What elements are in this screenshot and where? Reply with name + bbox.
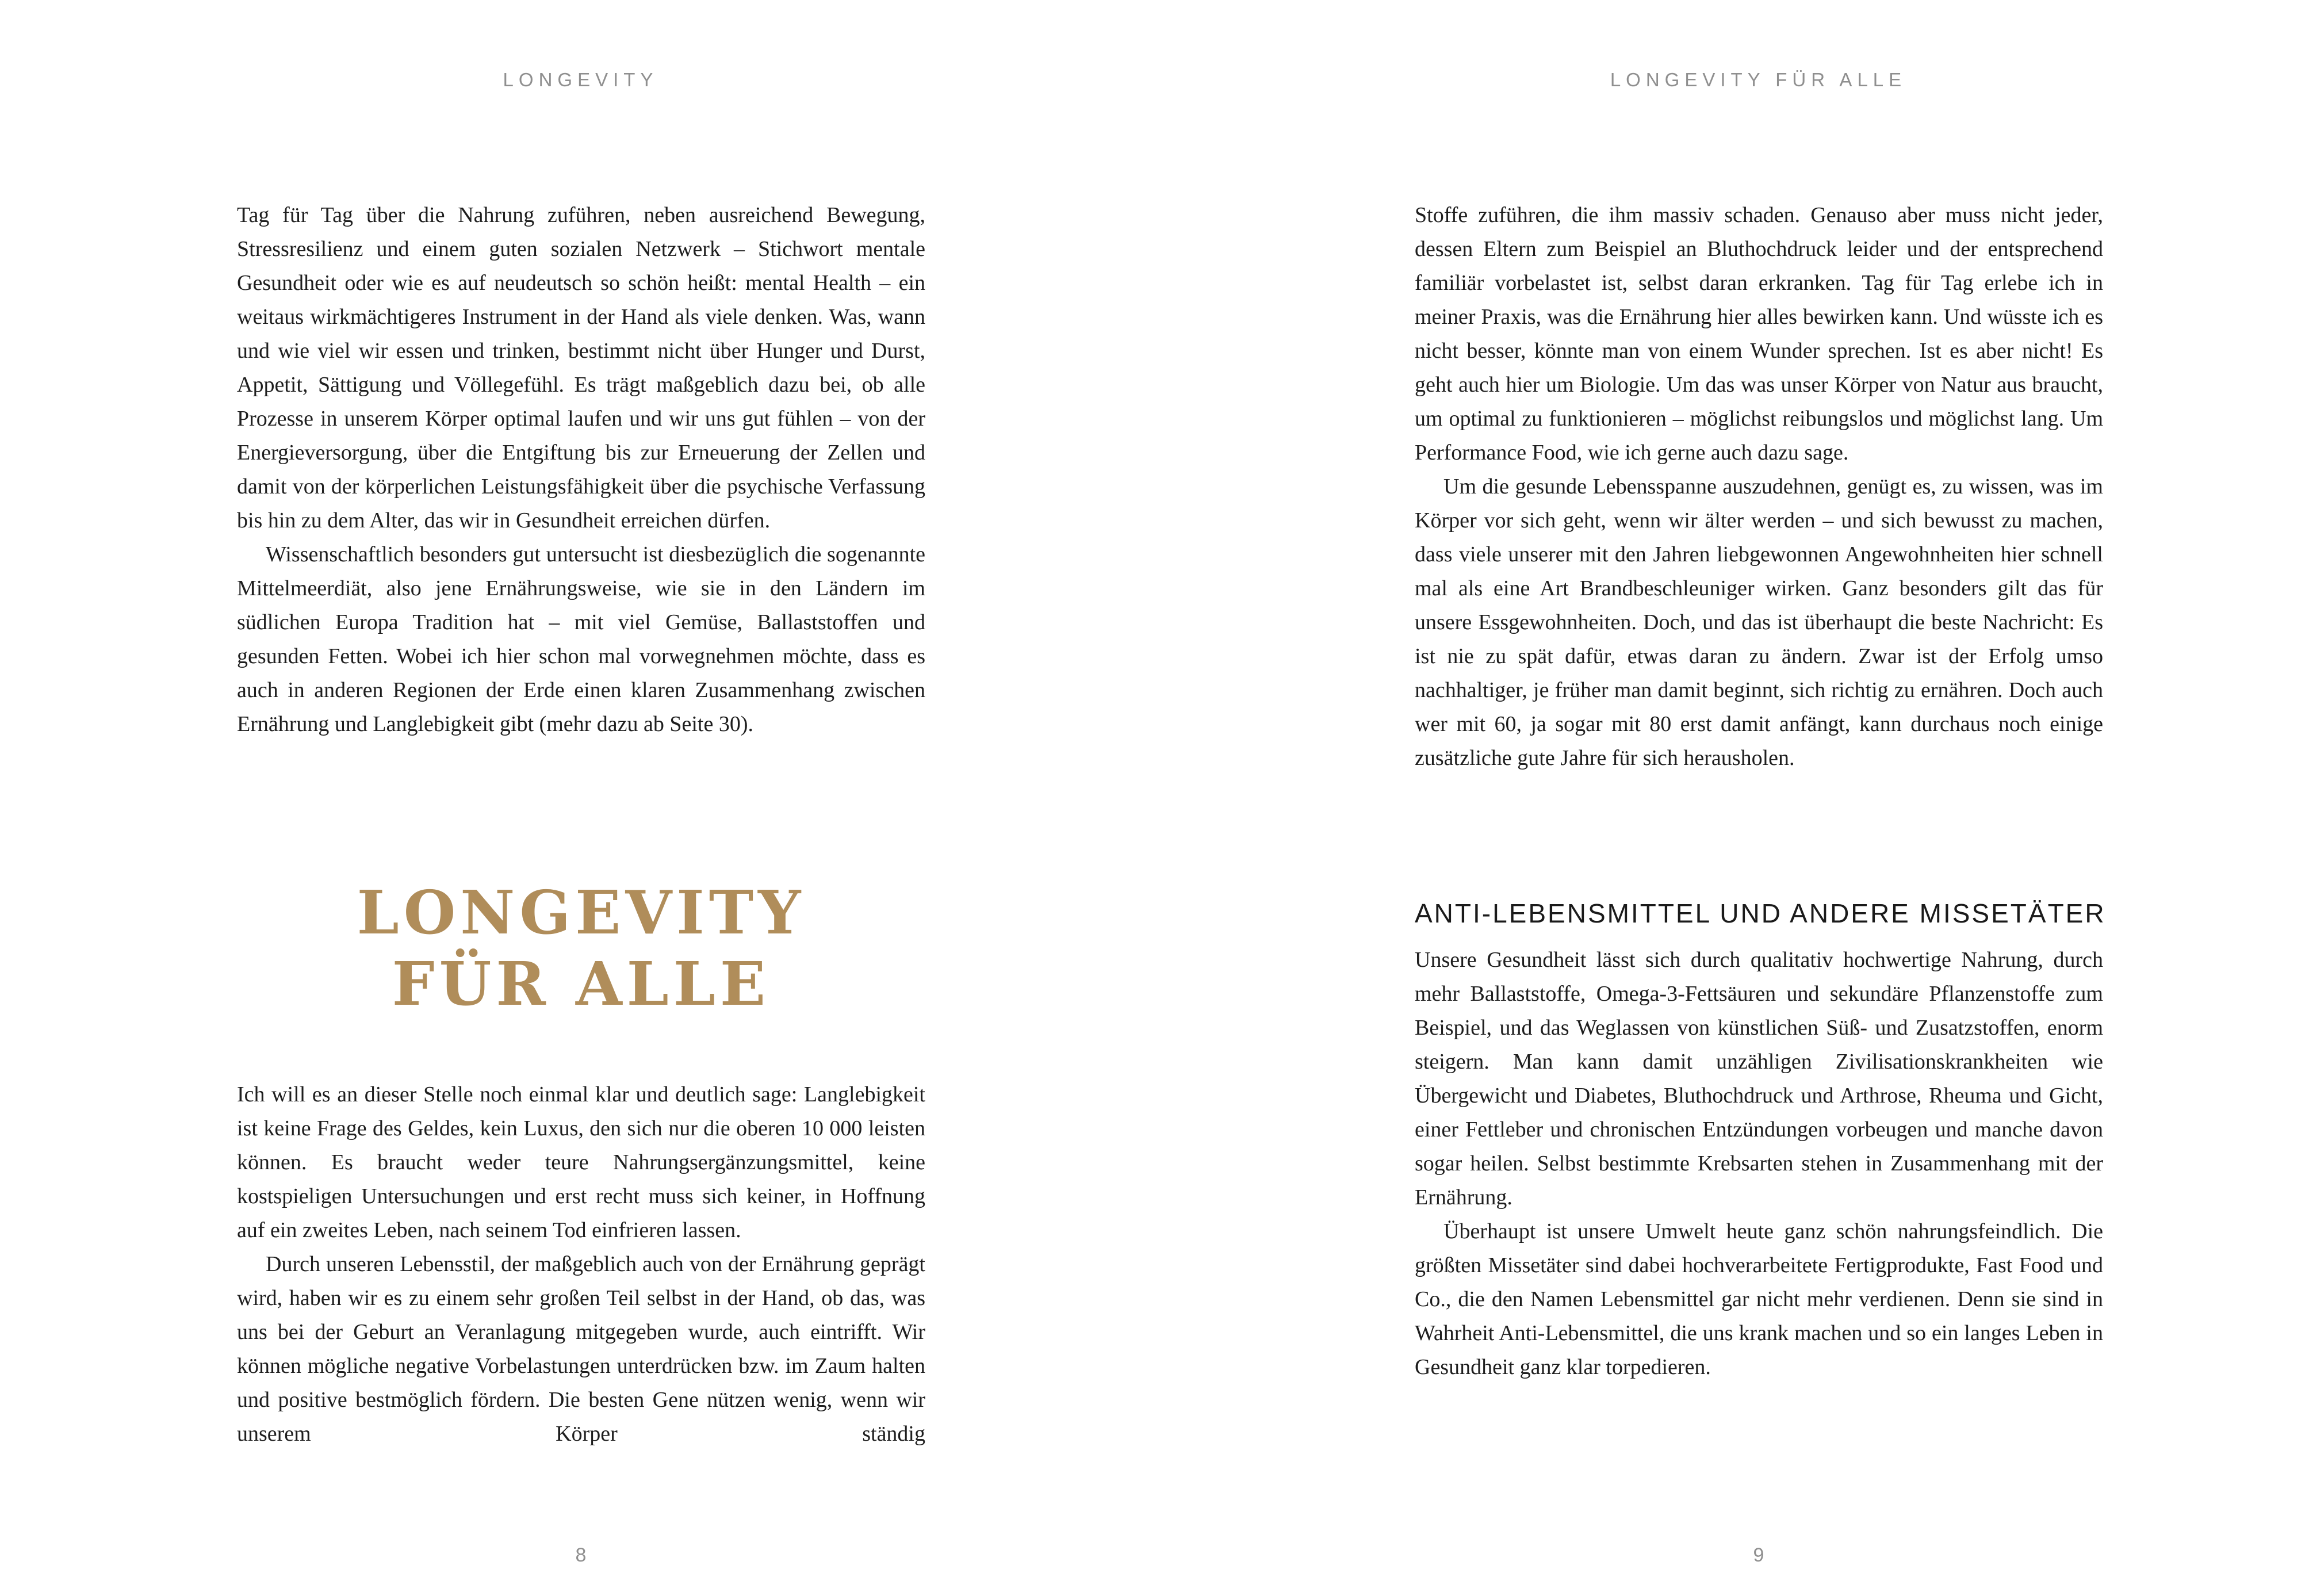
chapter-title — [237, 877, 925, 1020]
chapter-title-line: FÜR ALLE — [392, 948, 771, 1019]
paragraph: Tag für Tag über die Nahrung zuführen, neben ausreichend Bewegung, Stressresilienz und einem guten sozialen Netzwerk – Stichwort mentale Gesundheit oder wie es auf neudeutsch so schön heißt: mental Health – ein weitaus wirkmächtigeres Instrument in der Hand als viele denken. Was, wann und wie viel wir essen und trinken, bestimmt nicht über Hunger und Durst, Appetit, Sättigung und Völlegefühl. Es trägt maßgeblich dazu bei, ob alle Prozesse in unserem Körper optimal laufen und wir uns gut fühlen – von der Energieversorgung, über die Entgiftung bis zur Erneuerung der Zellen und damit von der körperlichen Leistungsfähigkeit über die psychische Verfassung bis hin zu dem Alter, das wir in Gesundheit erreichen dürfen. — [237, 203, 925, 533]
left-page — [0, 0, 1154, 1596]
right-page — [1155, 0, 2309, 1596]
body-text-bottom — [1415, 943, 2103, 1384]
page-number: 9 — [1753, 1544, 1764, 1566]
body-text-bottom — [237, 1078, 925, 1451]
paragraph: Unsere Gesundheit lässt sich durch qualitativ hochwertige Nahrung, durch mehr Ballaststoffe, Omega-3-Fettsäuren und sekundäre Pflanzenstoffe zum Beispiel, und das Weglassen von künstlichen Süß- und Zusatzstoffen, enorm steigern. Man kann damit unzähligen Zivilisationskrankheiten wie Übergewicht und Diabetes, Bluthochdruck und Arthrose, Rheuma und Gicht, einer Fettleber und chronischen Entzündungen vorbeugen und manche davon sogar heilen. Selbst bestimmte Krebsarten stehen in Zusammenhang mit der Ernährung. — [1415, 948, 2103, 1210]
paragraph: Wissenschaftlich besonders gut untersucht ist diesbezüglich die sogenannte Mittelmeerdiät, also jene Ernährungsweise, wie sie in den Ländern im südlichen Europa Tradition hat – mit viel Gemüse, Ballaststoffen und gesunden Fetten. Wobei ich hier schon mal vorwegnehmen möchte, dass es auch in anderen Regionen der Erde einen klaren Zusammenhang zwischen Ernährung und Langlebigkeit gibt (mehr dazu ab Seite 30). — [237, 542, 925, 736]
body-text-top — [237, 198, 925, 741]
paragraph: Ich will es an dieser Stelle noch einmal klar und deutlich sage: Langlebigkeit ist keine Frage des Geldes, kein Luxus, den sich nur die oberen 10 000 leisten können. Es braucht weder teure Nahrungsergänzungsmittel, keine kostspieligen Untersuchungen und erst recht muss sich keiner, in Hoffnung auf ein zweites Leben, nach seinem Tod einfrieren lassen. — [237, 1082, 925, 1242]
section-heading: ANTI-LEBENSMITTEL UND ANDERE MISSETÄTER — [1415, 898, 2106, 928]
paragraph: Stoffe zuführen, die ihm massiv schaden. Genauso aber muss nicht jeder, dessen Eltern zum Beispiel an Bluthochdruck leider und der entsprechend familiär vorbelastet ist, selbst daran erkranken. Tag für Tag erlebe ich in meiner Praxis, was die Ernährung hier alles bewirken kann. Und wüsste ich es nicht besser, könnte man von einem Wunder sprechen. Ist es aber nicht! Es geht auch hier um Biologie. Um das was unser Körper von Natur aus braucht, um optimal zu funktionieren – möglichst reibungslos und möglichst lang. Um Performance Food, wie ich gerne auch dazu sage. — [1415, 203, 2103, 465]
running-head: LONGEVITY FÜR ALLE — [1610, 69, 1907, 90]
paragraph: Durch unseren Lebensstil, der maßgeblich auch von der Ernährung geprägt wird, haben wir es zu einem sehr großen Teil selbst in der Hand, ob das, was uns bei der Geburt an Veranlagung mitgegeben wurde, auch eintrifft. Wir können mögliche negative Vorbelastungen unterdrücken bzw. im Zaum halten und positive bestmöglich fördern. Die besten Gene nützen wenig, wenn wir unserem Körper ständig — [237, 1252, 925, 1446]
body-text-top — [1415, 198, 2103, 775]
running-head: LONGEVITY — [503, 69, 658, 90]
paragraph: Um die gesunde Lebensspanne auszudehnen, genügt es, zu wissen, was im Körper vor sich geht, wenn wir älter werden – und sich bewusst zu machen, dass viele unserer mit den Jahren liebgewonnen Angewohnheiten hier schnell mal als eine Art Brandbeschleuniger wirken. Ganz besonders gilt das für unsere Essgewohnheiten. Doch, und das ist überhaupt die beste Nachricht: Es ist nie zu spät dafür, etwas daran zu ändern. Zwar ist der Erfolg umso nachhaltiger, je früher man damit beginnt, sich richtig zu ernähren. Doch auch wer mit 60, ja sogar mit 80 erst damit anfängt, kann durchaus noch einige zusätzliche gute Jahre für sich herausholen. — [1415, 474, 2103, 770]
paragraph: Überhaupt ist unsere Umwelt heute ganz schön nahrungsfeindlich. Die größten Missetäter sind dabei hochverarbeitete Fertigprodukte, Fast Food und Co., die den Namen Lebensmittel gar nicht mehr verdienen. Denn sie sind in Wahrheit Anti-Lebensmittel, die uns krank machen und so ein langes Leben in Gesundheit ganz klar torpedieren. — [1415, 1219, 2103, 1379]
page-number: 8 — [575, 1544, 587, 1566]
chapter-title-line: LONGEVITY — [357, 877, 806, 948]
